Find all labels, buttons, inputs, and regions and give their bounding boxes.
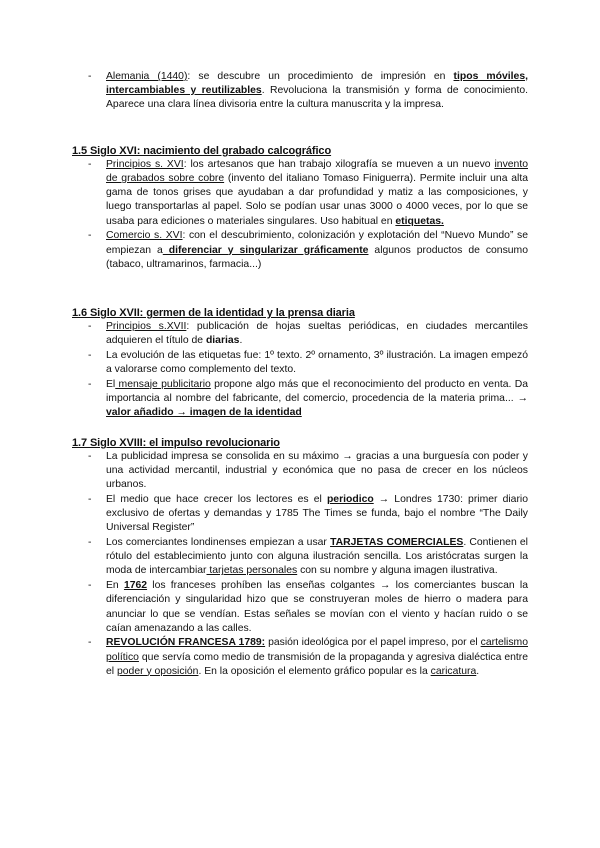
text-run: El medio que hace crecer los lectores es el [106, 494, 327, 506]
text-run: diferenciar y singularizar gráficamente [162, 244, 369, 256]
section-list [72, 320, 528, 420]
text-run: . [239, 335, 243, 347]
section-1-7 [72, 436, 528, 679]
text-run: 1762 [123, 580, 148, 592]
text-run: Los comerciantes londinenses empiezan a usar [106, 537, 331, 549]
list-item [72, 579, 528, 636]
section-1-6 [72, 306, 528, 421]
section-heading: 1.7 Siglo XVIII: el impulso revolucionario [72, 437, 280, 449]
text-run: : publicación de hojas sueltas periódicas, en ciudades mercantiles adquieren el título de [106, 321, 528, 347]
list-item [72, 158, 528, 229]
text-run: Principios s. XVI [106, 159, 184, 170]
section-list [72, 450, 528, 679]
text-run: etiquetas. [395, 215, 444, 227]
text-run: mensaje publicitario [115, 378, 211, 390]
text-run: periodico [326, 494, 374, 506]
text-run: . Contienen el rótulo del establecimiento junto con alguna ilustración sencilla. Los aristócratas surgen la moda de intercambiar [106, 537, 528, 577]
text-run: Comercio s. XVI [106, 230, 183, 242]
text-run: con su nombre y alguna imagen ilustrativa. [297, 565, 498, 577]
text-run: los franceses prohíben las enseñas colgantes → los comerciantes buscan la diferenciación y singularidad hizo que se construyeran moles de hierro o madera para anunciar lo que se vendían. Estas señales se movían con el viento y hacían ruido o se caían amenazando a las calles. [106, 580, 528, 634]
text-run: propone algo más que el reconocimiento del producto en venta. Da importancia al nombre del fabricante, del comercio, procedencia de la materia prima... → [106, 378, 529, 404]
list-item [72, 70, 528, 112]
text-run: (invento del italiano Tomaso Finiguerra). Permite incluir una alta gama de tonos grises que ayudaban a dar profundidad y matiz a las composiciones, y luego transportarlas al papel. Solo se podían usar unas 3000 o 4000 veces, por lo que se usaba para ediciones o materiales singulares. Uso habitual en [106, 173, 528, 227]
text-run: diarias [205, 335, 240, 347]
text-run: : con el descubrimiento, colonización y explotación del “Nuevo Mundo” se empiezan a [106, 230, 528, 256]
intro-list [72, 70, 528, 112]
list-item [72, 349, 528, 377]
text-run: caricatura [430, 665, 477, 677]
text-run: poder y oposición [116, 665, 199, 677]
text-run: invento de grabados sobre cobre [106, 159, 528, 185]
intro-section [72, 70, 528, 113]
text-run: Alemania (1440) [106, 71, 188, 82]
list-item [72, 636, 528, 678]
list-item [72, 378, 528, 420]
text-run: REVOLUCIÓN FRANCESA 1789: [106, 637, 266, 649]
text-run: TARJETAS COMERCIALES [330, 537, 464, 549]
section-heading: 1.6 Siglo XVII: germen de la identidad y la prensa diaria [72, 307, 355, 319]
section-heading: 1.5 Siglo XVI: nacimiento del grabado calcográfico [72, 145, 332, 157]
list-item [72, 493, 528, 535]
list-item [72, 536, 528, 578]
text-run: El [106, 378, 116, 390]
section-1-5 [72, 144, 528, 272]
text-run: tipos móviles, intercambiables y reutilizables [106, 71, 528, 97]
text-run: que servía como medio de transmisión de la propaganda y agresiva dialéctica entre el [106, 651, 528, 677]
text-run: pasión ideológica por el papel impreso, por el [265, 637, 481, 649]
text-run: La evolución de las etiquetas fue: 1º texto. 2º ornamento, 3º ilustración. La imagen empezó a valorarse como complemento del texto. [106, 349, 528, 376]
text-run: tarjetas personales [206, 565, 298, 577]
section-list [72, 158, 528, 272]
text-run: La publicidad impresa se consolida en su máximo → gracias a una burguesía con poder y una actividad mercantil, industrial y económica que no pasa de crecer en los núcleos urbanos. [106, 451, 528, 491]
text-run: . En la oposición el elemento gráfico popular es la [198, 665, 431, 677]
text-run: Principios s.XVII [106, 321, 187, 332]
text-run: valor añadido → imagen de la identidad [106, 407, 302, 419]
list-item [72, 229, 528, 271]
text-run: En [106, 580, 124, 592]
list-item [72, 320, 528, 348]
text-run: . [476, 665, 480, 677]
list-item [72, 450, 528, 492]
text-run: : los artesanos que han trabajo xilografía se mueven a un nuevo [183, 159, 495, 170]
text-run: . Revoluciona la transmisión y forma de conocimiento. Aparece una clara línea divisoria entre la cultura manuscrita y la impresa. [106, 85, 528, 111]
text-run: → Londres 1730: primer diario exclusivo de ofertas y demandas y 1785 The Times se funda, bajo el nombre “The Daily Universal Register” [106, 494, 529, 534]
text-run: cartelismo político [106, 637, 528, 663]
text-run: : se descubre un procedimiento de impresión en [187, 71, 454, 82]
text-run: algunos productos de consumo (tabaco, ultramarinos, farmacia...) [106, 244, 528, 270]
